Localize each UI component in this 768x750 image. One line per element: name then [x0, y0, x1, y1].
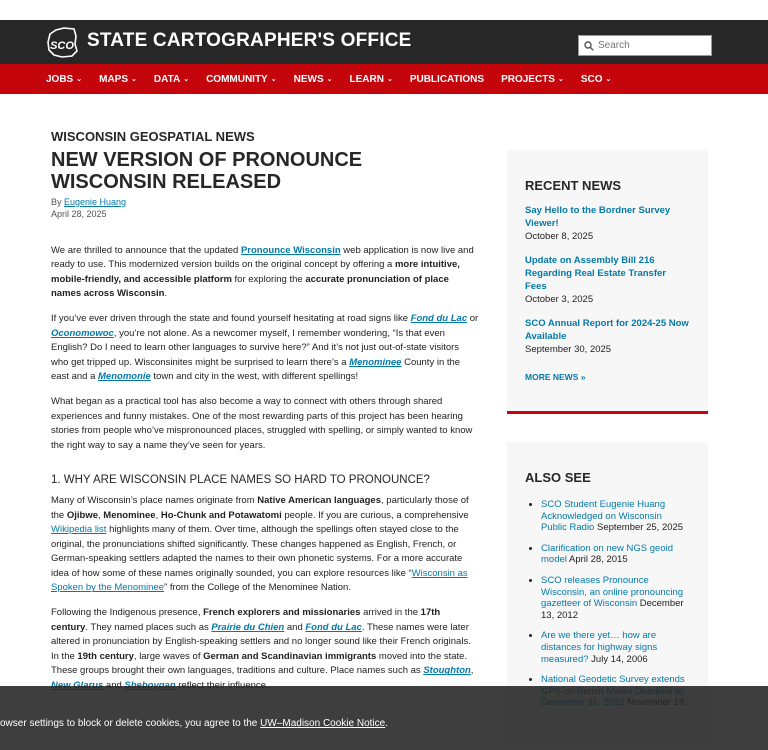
also-see-date: September 25, 2025: [596, 522, 684, 534]
article-kicker: WISCONSIN GEOSPATIAL NEWS: [51, 129, 255, 144]
article-byline: [51, 196, 479, 208]
cookie-notice-link[interactable]: UW–Madison Cookie Notice: [260, 718, 386, 729]
site-header: [0, 20, 768, 64]
search-input[interactable]: [598, 40, 703, 51]
cookie-text: owser settings to block or delete cookies, you agree to the UW–Madison Cookie Notice.: [0, 718, 388, 729]
recent-news-item: [525, 254, 690, 306]
stoughton-link[interactable]: Stoughton: [423, 665, 471, 677]
article-title: NEW VERSION OF PRONOUNCE WISCONSIN RELEASED: [51, 148, 363, 193]
chevron-down-icon: ⌄: [386, 76, 393, 83]
paragraph-2: If you’ve ever driven through the state and found yourself hesitating at road signs like Fond du Lac or Oconomowoc, you’re not alone. As a newcomer myself, I remember wondering, “Is that even English? Do I need to learn other languages to survive here?” And it’s not just out-of-state visitors who get tripped up. Wisconsinites might be surprised to learn there’s a Menominee County in the east and a Menomonie town and city in the west, with different spellings!: [51, 312, 479, 383]
also-see-date: December 13, 2012: [541, 598, 684, 621]
nav-item-projects[interactable]: PROJECTS ⌄: [501, 73, 564, 85]
main-nav: [0, 64, 768, 94]
chevron-down-icon: ⌄: [183, 76, 190, 83]
also-see-link[interactable]: Are we there yet… how are distances for highway signs measured?: [541, 630, 658, 665]
article-date: April 28, 2025: [51, 208, 107, 219]
section-heading: 1. WHY ARE WISCONSIN PLACE NAMES SO HARD TO PRONOUNCE?: [51, 474, 430, 487]
also-see-item: [541, 499, 690, 534]
recent-news-link[interactable]: Say Hello to the Bordner Survey Viewer!: [525, 205, 671, 229]
nav-item-publications[interactable]: PUBLICATIONS: [409, 73, 485, 85]
also-see-item: [541, 543, 690, 566]
also-see-link[interactable]: SCO Student Eugenie Huang Acknowledged on Wisconsin Public Radio: [541, 499, 666, 534]
also-see-link[interactable]: SCO releases Pronounce Wisconsin, an online pronouncing gazetteer of Wisconsin: [541, 574, 684, 610]
more-news-link[interactable]: MORE NEWS »: [525, 372, 586, 382]
paragraph-3: What began as a practical tool has also become a way to connect with others through shared experiences and funny mistakes. One of the most rewarding parts of this project has been hearing stories from people who’ve mispronounced places, struggled with spelling, or simply wanted to know the right way to say a name they’ve seen for years.: [51, 395, 473, 451]
menominee-resource-link[interactable]: Wisconsin as Spoken by the Menominee: [51, 567, 468, 594]
search-box[interactable]: [578, 35, 712, 56]
nav-item-learn[interactable]: LEARN ⌄: [349, 73, 393, 85]
recent-news-panel: [507, 150, 708, 414]
top-strip: [0, 0, 768, 20]
pronounce-wisconsin-link[interactable]: Pronounce Wisconsin: [240, 244, 341, 256]
recent-news-date: September 30, 2025: [525, 344, 612, 355]
also-see-link[interactable]: Clarification on new NGS geoid model: [541, 542, 674, 566]
also-see-date: April 28, 2015: [569, 554, 628, 566]
paragraph-4: Many of Wisconsin’s place names originate from Native American languages, particularly those of the Ojibwe, Menominee, Ho-Chunk and Potawatomi people. If you are curious, a comprehensive Wikipedia list highlights many of them. Over time, although the spellings often stayed close to the original, the pronunciations shifted significantly. These changes happened as English, French, or German-speaking settlers adapted the names to their own phonetic systems. For a more accurate idea of how some of these names originally sounded, you can explore resources like “Wisconsin as Spoken by the Menominee” from the College of the Menominee Nation.: [51, 494, 469, 594]
also-see-item: [541, 575, 690, 621]
recent-news-item: [525, 317, 690, 356]
recent-news-date: October 3, 2025: [525, 294, 594, 305]
nav-item-jobs[interactable]: JOBS ⌄: [46, 73, 83, 85]
prairie-du-chien-link[interactable]: Prairie du Chien: [211, 621, 285, 633]
chevron-down-icon: ⌄: [557, 76, 564, 83]
chevron-down-icon: ⌄: [76, 76, 83, 83]
menominee-link[interactable]: Menominee: [349, 356, 402, 368]
also-see-link[interactable]: National Geodetic Survey extends: [541, 674, 685, 686]
sco-logo-icon[interactable]: [44, 24, 80, 60]
recent-news-date: October 8, 2025: [525, 231, 594, 242]
recent-news-link[interactable]: Update on Assembly Bill 216 Regarding Real Estate Transfer Fees: [525, 255, 666, 292]
paragraph-1: We are thrilled to announce that the updated Pronounce Wisconsin web application is now live and ready to use. This modernized version builds on the original concept by offering a more intuitive, mobile-friendly, and accessible platform for exploring the accurate pronunciation of place names across Wisconsin.: [51, 244, 474, 300]
wikipedia-list-link[interactable]: Wikipedia list: [51, 524, 107, 536]
article: [51, 130, 479, 704]
author-link[interactable]: Eugenie Huang: [64, 196, 127, 207]
also-see-item: [541, 630, 690, 665]
fond-du-lac-link[interactable]: Fond du Lac: [410, 312, 468, 324]
recent-news-heading: RECENT NEWS: [525, 178, 622, 193]
oconomowoc-link[interactable]: Oconomowoc: [51, 327, 114, 339]
recent-news-item: [525, 204, 690, 243]
chevron-down-icon: ⌄: [326, 76, 333, 83]
chevron-down-icon: ⌄: [605, 76, 612, 83]
cookie-banner: [0, 686, 768, 750]
chevron-down-icon: ⌄: [270, 76, 277, 83]
also-see-date: July 14, 2006: [591, 653, 648, 665]
fond-du-lac-link-2[interactable]: Fond du Lac: [305, 621, 362, 633]
logo-text: SCO: [50, 40, 74, 52]
nav-item-sco[interactable]: SCO ⌄: [580, 73, 612, 85]
menomonie-link[interactable]: Menomonie: [98, 371, 151, 383]
search-icon: [584, 41, 594, 51]
nav-item-data[interactable]: DATA ⌄: [153, 73, 190, 85]
byline-prefix: By: [51, 196, 65, 207]
paragraph-5: Following the Indigenous presence, French explorers and missionaries arrived in the 17th century. They named places such as Prairie du Chien and Fond du Lac. These names were later altered in pronunciation by English-speaking settlers and no longer sound like their French originals. In the 19th century, large waves of German and Scandinavian immigrants moved into the state. These groups brought their own languages, traditions and culture. Place names such as Stoughton,: [51, 606, 479, 694]
chevron-down-icon: ⌄: [131, 76, 137, 83]
double-chevron-right-icon: »: [580, 372, 586, 382]
also-see-heading: ALSO SEE: [525, 470, 591, 485]
nav-item-maps[interactable]: MAPS ⌄: [99, 73, 137, 85]
nav-item-community[interactable]: COMMUNITY ⌄: [206, 73, 277, 85]
recent-news-link[interactable]: SCO Annual Report for 2024-25 Now Available: [525, 318, 689, 342]
site-title[interactable]: STATE CARTOGRAPHER'S OFFICE: [87, 30, 412, 51]
nav-item-news[interactable]: NEWS ⌄: [293, 73, 333, 85]
